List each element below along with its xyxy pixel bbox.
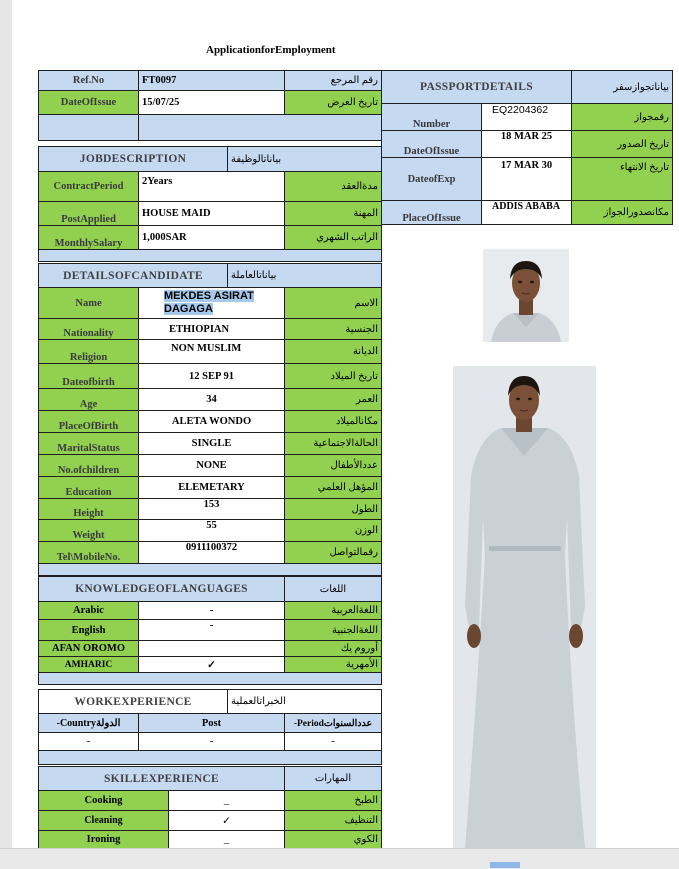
candidate-section-header: DETAILSOFCANDIDATE — [39, 264, 228, 288]
height-value: 153 — [139, 499, 285, 520]
portrait-illustration — [483, 249, 569, 342]
lang-amharic-arabic: الأمهرية — [285, 657, 382, 673]
children-arabic: عددالأطفال — [285, 455, 382, 477]
date-of-issue-arabic: تاريخ العرض — [285, 91, 382, 115]
work-col-post: Post — [139, 714, 285, 733]
languages-table — [38, 576, 382, 685]
passport-section-header-arabic: بياناتجوازسفر — [572, 71, 673, 104]
education-arabic: المؤهل العلمي — [285, 477, 382, 499]
date-of-birth-value: 12 SEP 91 — [139, 364, 285, 389]
age-label: Age — [39, 389, 139, 411]
skill-cleaning-value: ✓ — [169, 811, 285, 831]
nationality-label: Nationality — [39, 319, 139, 340]
post-applied-label: PostApplied — [39, 202, 139, 226]
job-section-header-arabic: بياناتالوظيفة — [228, 147, 382, 172]
education-value: ELEMETARY — [139, 477, 285, 499]
post-applied-arabic: المهنة — [285, 202, 382, 226]
place-of-birth-arabic: مكانالميلاد — [285, 411, 382, 433]
marital-status-label: MaritalStatus — [39, 433, 139, 455]
lang-amharic-label: AMHARIC — [39, 657, 139, 673]
height-label: Height — [39, 499, 139, 520]
passport-issue-date-value: 18 MAR 25 — [482, 131, 572, 158]
work-section-header-arabic: الخبراتالعملية — [228, 690, 382, 714]
marital-status-arabic: الحالةالاجتماعية — [285, 433, 382, 455]
nationality-arabic: الجنسية — [285, 319, 382, 340]
work-section-header: WORKEXPERIENCE — [39, 690, 228, 714]
place-of-birth-label: PlaceOfBirth — [39, 411, 139, 433]
date-of-issue-value: 15/07/25 — [139, 91, 285, 115]
marital-status-value: SINGLE — [139, 433, 285, 455]
spacer-cell — [139, 115, 382, 141]
children-label: No.ofchildren — [39, 455, 139, 477]
passport-place-arabic: مكانصدورالجواز — [572, 201, 673, 225]
work-post-value: - — [139, 733, 285, 751]
passport-issue-date-arabic: تاريخ الصدور — [572, 131, 673, 158]
passport-issue-date-label: DateOfIssue — [382, 131, 482, 158]
skill-cooking-arabic: الطبخ — [285, 791, 382, 811]
phone-arabic: رقمالتواصل — [285, 542, 382, 564]
passport-expiry-value: 17 MAR 30 — [482, 158, 572, 201]
lang-english-arabic: اللغةالجنبية — [285, 620, 382, 641]
height-arabic: الطول — [285, 499, 382, 520]
lang-afan-oromo-value — [139, 641, 285, 657]
lang-arabic-label: Arabic — [39, 602, 139, 620]
work-period-value: - — [285, 733, 382, 751]
skill-ironing-arabic: الكوي — [285, 831, 382, 849]
date-of-issue-label: DateOfIssue — [39, 91, 139, 115]
reference-table — [38, 70, 382, 141]
skill-ironing-label: Ironing — [39, 831, 169, 849]
name-value-text: MEKDES ASIRAT DAGAGA — [164, 290, 254, 315]
passport-expiry-arabic: تاريخ الانتهاء — [572, 158, 673, 201]
skill-cooking-label: Cooking — [39, 791, 169, 811]
lang-english-label: English — [39, 620, 139, 641]
languages-section-header: KNOWLEDGEOFLANGUAGES — [39, 577, 285, 602]
ref-no-label: Ref.No — [39, 71, 139, 91]
lang-english-value: - — [139, 620, 285, 641]
weight-label: Weight — [39, 520, 139, 542]
spacer-cell — [39, 751, 382, 765]
document-title: ApplicationforEmployment — [206, 44, 336, 56]
nationality-value: ETHIOPIAN — [139, 319, 285, 340]
skills-table — [38, 766, 382, 849]
languages-section-header-arabic: اللغات — [285, 577, 382, 602]
date-of-birth-arabic: تاريخ الميلاد — [285, 364, 382, 389]
spacer-cell — [39, 564, 382, 576]
skills-section-header-arabic: المهارات — [285, 767, 382, 791]
bottom-status-bar — [0, 848, 679, 869]
work-col-period: -Periodعددالسنوات — [285, 714, 382, 733]
skill-cleaning-arabic: التنظيف — [285, 811, 382, 831]
ref-no-value: FT0097 — [139, 71, 285, 91]
lang-arabic-arabic: اللغةالعربية — [285, 602, 382, 620]
passport-place-label: PlaceOfIssue — [382, 201, 482, 225]
phone-value: 0911100372 — [139, 542, 285, 564]
passport-expiry-label: DateofExp — [382, 158, 482, 201]
education-label: Education — [39, 477, 139, 499]
monthly-salary-label: MonthlySalary — [39, 226, 139, 250]
passport-section-header: PASSPORTDETAILS — [382, 71, 572, 104]
religion-arabic: الديانة — [285, 340, 382, 364]
work-col-country: -Countryالدولة — [39, 714, 139, 733]
post-applied-value: HOUSE MAID — [139, 202, 285, 226]
spacer-cell — [39, 673, 382, 685]
horizontal-scrollbar-thumb[interactable] — [490, 862, 520, 868]
monthly-salary-arabic: الراتب الشهري — [285, 226, 382, 250]
passport-table — [381, 70, 673, 225]
candidate-details-table — [38, 263, 382, 576]
religion-label: Religion — [39, 340, 139, 364]
phone-label: Tel\MobileNo. — [39, 542, 139, 564]
passport-place-value: ADDIS ABABA — [482, 201, 572, 225]
passport-number-value: EQ2204362 — [482, 104, 572, 131]
spacer-cell — [39, 250, 382, 262]
contract-period-arabic: مدةالعقد — [285, 172, 382, 202]
ref-no-arabic: رقم المرجع — [285, 71, 382, 91]
full-body-illustration — [453, 366, 596, 848]
passport-number-label: Number — [382, 104, 482, 131]
work-country-value: - — [39, 733, 139, 751]
work-experience-table — [38, 689, 382, 765]
name-arabic: الاسم — [285, 288, 382, 319]
candidate-full-body-photo — [453, 366, 596, 848]
lang-afan-oromo-label: AFAN OROMO — [39, 641, 139, 657]
spacer-cell — [39, 115, 139, 141]
lang-amharic-value: ✓ — [139, 657, 285, 673]
skill-cleaning-label: Cleaning — [39, 811, 169, 831]
name-label: Name — [39, 288, 139, 319]
candidate-section-header-arabic: بياناتالعاملة — [228, 264, 382, 288]
skill-cooking-value: _ — [169, 791, 285, 811]
weight-value: 55 — [139, 520, 285, 542]
skills-section-header: SKILLEXPERIENCE — [39, 767, 285, 791]
passport-number-arabic: رقمجواز — [572, 104, 673, 131]
place-of-birth-value: ALETA WONDO — [139, 411, 285, 433]
contract-period-value: 2Years — [139, 172, 285, 202]
date-of-birth-label: Dateofbirth — [39, 364, 139, 389]
left-margin-bar — [0, 0, 12, 868]
job-description-table — [38, 146, 382, 262]
candidate-portrait-photo — [483, 249, 569, 342]
children-value: NONE — [139, 455, 285, 477]
skill-ironing-value: _ — [169, 831, 285, 849]
job-section-header: JOBDESCRIPTION — [39, 147, 228, 172]
age-arabic: العمر — [285, 389, 382, 411]
lang-arabic-value: - — [139, 602, 285, 620]
lang-afan-oromo-arabic: أوروم يك — [285, 641, 382, 657]
age-value: 34 — [139, 389, 285, 411]
contract-period-label: ContractPeriod — [39, 172, 139, 202]
weight-arabic: الوزن — [285, 520, 382, 542]
name-value — [139, 288, 285, 319]
monthly-salary-value: 1,000SAR — [139, 226, 285, 250]
religion-value: NON MUSLIM — [139, 340, 285, 364]
